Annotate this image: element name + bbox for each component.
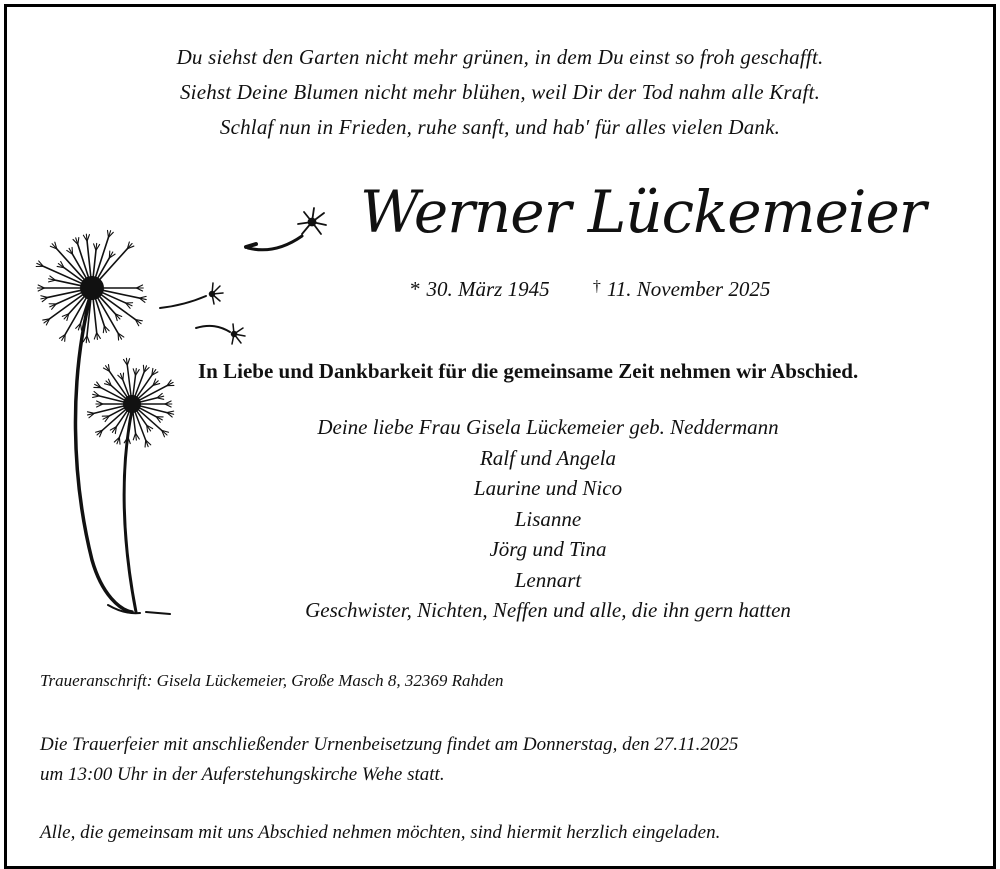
poem-line-1: Du siehst den Garten nicht mehr grünen, in dem Du einst so froh geschafft. [176,45,824,69]
deceased-name: Werner Lückemeier [360,178,926,246]
ceremony-details [40,730,738,790]
mourner-line: Geschwister, Nichten, Neffen und alle, die ihn gern hatten [305,598,791,622]
mourner-line: Deine liebe Frau Gisela Lückemeier geb. Neddermann [317,415,779,439]
death-date: 11. November 2025 [606,277,771,301]
death-symbol: † [592,278,601,295]
birth-symbol: * [410,277,421,301]
poem-line-3: Schlaf nun in Frieden, ruhe sanft, und hab′ für alles vielen Dank. [219,115,781,139]
ceremony-line-2: um 13:00 Uhr in der Auferstehungskirche Wehe statt. [40,764,445,785]
mourners-list [258,412,838,626]
mourner-line: Jörg und Tina [489,537,607,561]
mourner-line: Lennart [514,567,582,592]
dandelion-icon [20,200,260,630]
birth-date: 30. März 1945 [426,277,550,301]
poem [0,40,1000,145]
mourner-line: Laurine und Nico [473,476,623,500]
poem-line-2: Siehst Deine Blumen nicht mehr blühen, weil Dir der Tod nahm alle Kraft. [179,80,821,104]
mourner-line: Lisanne [514,506,582,531]
mourner-line: Ralf und Angela [479,445,617,470]
ceremony-line-1: Die Trauerfeier mit anschließender Urnenbeisetzung findet am Donnerstag, den 27.11.2025 [40,734,739,755]
farewell-statement: In Liebe und Dankbarkeit für die gemeinsame Zeit nehmen wir Abschied. [198,359,859,383]
invitation-text: Alle, die gemeinsam mit uns Abschied nehmen möchten, sind hiermit herzlich eingeladen. [40,822,721,843]
life-dates [410,272,770,304]
mourning-address: Traueranschrift: Gisela Lückemeier, Große Masch 8, 32369 Rahden [40,671,504,690]
